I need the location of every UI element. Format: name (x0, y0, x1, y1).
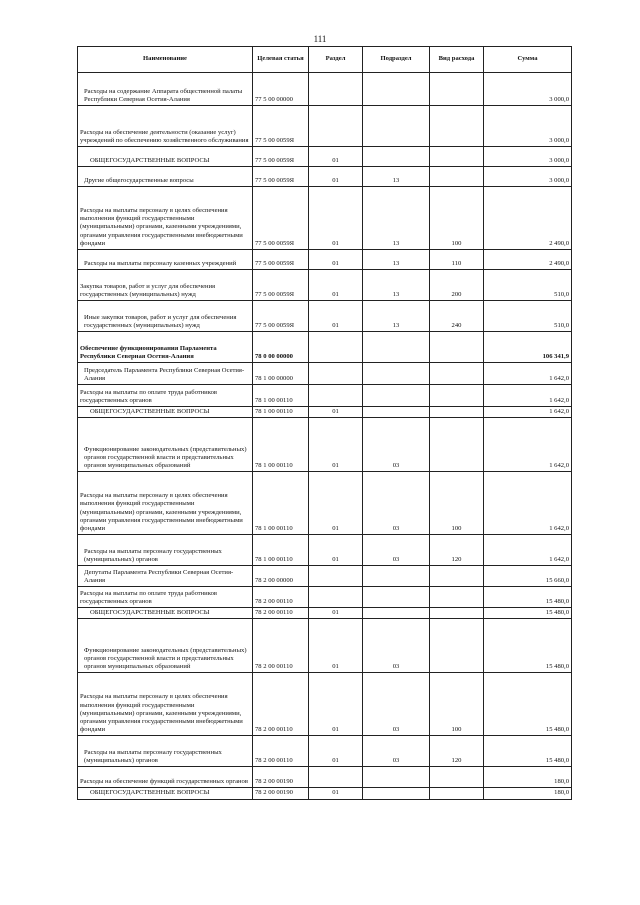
header-section: Раздел (309, 47, 363, 73)
cell-name: ОБЩЕГОСУДАРСТВЕННЫЕ ВОПРОСЫ (78, 788, 253, 799)
cell-name: Функционирование законодательных (представительных) органов государственной власти и представительных органов муниципальных образований (78, 619, 253, 673)
cell-section: 01 (309, 301, 363, 332)
cell-target: 78 1 00 00110 (253, 407, 309, 418)
cell-subsection: 03 (363, 736, 430, 767)
cell-sum: 510,0 (484, 270, 572, 301)
cell-section: 01 (309, 270, 363, 301)
cell-target: 77 5 00 00000 (253, 73, 309, 106)
cell-section: 01 (309, 472, 363, 535)
header-target: Целевая статья (253, 47, 309, 73)
table-body (78, 73, 572, 800)
cell-target: 78 1 00 00110 (253, 418, 309, 472)
table-row (78, 73, 572, 106)
cell-expense-type (430, 167, 484, 187)
cell-subsection (363, 608, 430, 619)
table-header-row (78, 47, 572, 73)
cell-name: Другие общегосударственные вопросы (78, 167, 253, 187)
cell-expense-type: 100 (430, 472, 484, 535)
cell-expense-type (430, 332, 484, 363)
cell-name: Расходы на обеспечение функций государственных органов (78, 767, 253, 788)
cell-subsection: 13 (363, 167, 430, 187)
cell-sum: 2 490,0 (484, 187, 572, 250)
cell-subsection: 13 (363, 250, 430, 270)
cell-expense-type (430, 363, 484, 385)
table-row (78, 167, 572, 187)
cell-target: 77 5 00 0059Я (253, 187, 309, 250)
cell-name: Расходы на обеспечение деятельности (оказание услуг) учреждений по обеспечению хозяйственного обслуживания (78, 106, 253, 147)
cell-name: Обеспечение функционирования Парламента Республики Северная Осетия-Алания (78, 332, 253, 363)
cell-expense-type (430, 608, 484, 619)
table-row (78, 418, 572, 472)
cell-expense-type: 100 (430, 673, 484, 736)
cell-target: 78 2 00 00110 (253, 673, 309, 736)
table-row (78, 566, 572, 587)
cell-sum: 3 000,0 (484, 73, 572, 106)
cell-section: 01 (309, 147, 363, 167)
cell-target: 78 1 00 00110 (253, 472, 309, 535)
cell-target: 78 2 00 00110 (253, 587, 309, 608)
cell-subsection: 13 (363, 187, 430, 250)
cell-subsection: 13 (363, 270, 430, 301)
cell-sum: 2 490,0 (484, 250, 572, 270)
cell-expense-type (430, 619, 484, 673)
cell-subsection (363, 332, 430, 363)
cell-sum: 15 660,0 (484, 566, 572, 587)
cell-sum: 15 480,0 (484, 673, 572, 736)
table-row (78, 250, 572, 270)
cell-section: 01 (309, 187, 363, 250)
table-row (78, 673, 572, 736)
cell-sum: 1 642,0 (484, 363, 572, 385)
cell-target: 77 5 00 0059Я (253, 270, 309, 301)
cell-section (309, 363, 363, 385)
cell-subsection (363, 385, 430, 407)
cell-expense-type (430, 385, 484, 407)
cell-sum: 1 642,0 (484, 418, 572, 472)
table-row (78, 535, 572, 566)
cell-section (309, 332, 363, 363)
cell-name: Расходы на выплаты персоналу в целях обеспечения выполнения функций государственными (муниципальными) органами, казенными учреждениями, органами управления государственными внебюджетными фондами (78, 187, 253, 250)
cell-sum: 3 000,0 (484, 147, 572, 167)
cell-target: 77 5 00 0059Я (253, 147, 309, 167)
cell-section (309, 106, 363, 147)
cell-target: 78 2 00 00190 (253, 788, 309, 799)
cell-subsection (363, 566, 430, 587)
cell-subsection: 13 (363, 301, 430, 332)
cell-subsection: 03 (363, 619, 430, 673)
cell-subsection (363, 147, 430, 167)
header-name: Наименование (78, 47, 253, 73)
cell-sum: 180,0 (484, 788, 572, 799)
cell-name: Депутаты Парламента Республики Северная Осетия-Алания (78, 566, 253, 587)
cell-sum: 510,0 (484, 301, 572, 332)
cell-expense-type: 110 (430, 250, 484, 270)
header-expense-type: Вид расхода (430, 47, 484, 73)
cell-section: 01 (309, 736, 363, 767)
cell-sum: 15 480,0 (484, 736, 572, 767)
cell-subsection (363, 106, 430, 147)
cell-expense-type (430, 418, 484, 472)
cell-sum: 15 480,0 (484, 619, 572, 673)
cell-name: Расходы на выплаты по оплате труда работников государственных органов (78, 385, 253, 407)
cell-section (309, 73, 363, 106)
table-row (78, 608, 572, 619)
cell-sum: 15 480,0 (484, 587, 572, 608)
cell-name: Функционирование законодательных (представительных) органов государственной власти и представительных органов муниципальных образований (78, 418, 253, 472)
cell-subsection (363, 767, 430, 788)
cell-subsection: 03 (363, 418, 430, 472)
cell-expense-type (430, 407, 484, 418)
header-subsection: Подраздел (363, 47, 430, 73)
cell-expense-type (430, 587, 484, 608)
table-row (78, 385, 572, 407)
cell-name: Расходы на содержание Аппарата общественной палаты Республики Северная Осетия-Алания (78, 73, 253, 106)
cell-section (309, 385, 363, 407)
table-row (78, 332, 572, 363)
cell-name: Расходы на выплаты персоналу государственных (муниципальных) органов (78, 736, 253, 767)
cell-target: 78 2 00 00110 (253, 619, 309, 673)
cell-name: ОБЩЕГОСУДАРСТВЕННЫЕ ВОПРОСЫ (78, 608, 253, 619)
table-row (78, 270, 572, 301)
cell-section: 01 (309, 418, 363, 472)
cell-expense-type: 120 (430, 535, 484, 566)
cell-subsection: 03 (363, 673, 430, 736)
cell-subsection (363, 788, 430, 799)
cell-name: Расходы на выплаты персоналу в целях обеспечения выполнения функций государственными (муниципальными) органами, казенными учреждениями, органами управления государственными внебюджетными фондами (78, 472, 253, 535)
cell-expense-type (430, 73, 484, 106)
cell-sum: 1 642,0 (484, 407, 572, 418)
cell-section: 01 (309, 250, 363, 270)
cell-expense-type: 200 (430, 270, 484, 301)
cell-name: Расходы на выплаты персоналу государственных (муниципальных) органов (78, 535, 253, 566)
cell-expense-type (430, 147, 484, 167)
cell-section (309, 566, 363, 587)
cell-sum: 15 480,0 (484, 608, 572, 619)
cell-name: Иные закупки товаров, работ и услуг для обеспечения государственных (муниципальных) нужд (78, 301, 253, 332)
cell-subsection (363, 363, 430, 385)
cell-section: 01 (309, 167, 363, 187)
cell-section: 01 (309, 788, 363, 799)
header-sum: Сумма (484, 47, 572, 73)
cell-subsection (363, 73, 430, 106)
cell-name: Расходы на выплаты по оплате труда работников государственных органов (78, 587, 253, 608)
cell-sum: 1 642,0 (484, 385, 572, 407)
cell-expense-type (430, 788, 484, 799)
cell-section: 01 (309, 673, 363, 736)
cell-target: 77 5 00 0059Я (253, 301, 309, 332)
table-row (78, 619, 572, 673)
cell-target: 78 2 00 00110 (253, 736, 309, 767)
cell-name: Расходы на выплаты персоналу казенных учреждений (78, 250, 253, 270)
cell-section: 01 (309, 407, 363, 418)
cell-name: ОБЩЕГОСУДАРСТВЕННЫЕ ВОПРОСЫ (78, 407, 253, 418)
table-row (78, 736, 572, 767)
cell-sum: 180,0 (484, 767, 572, 788)
cell-subsection: 03 (363, 472, 430, 535)
cell-target: 77 5 00 0059Я (253, 167, 309, 187)
cell-expense-type (430, 106, 484, 147)
cell-section (309, 767, 363, 788)
cell-expense-type: 120 (430, 736, 484, 767)
cell-target: 78 2 00 00190 (253, 767, 309, 788)
budget-table (77, 46, 572, 800)
cell-sum: 1 642,0 (484, 472, 572, 535)
cell-section (309, 587, 363, 608)
table-row (78, 301, 572, 332)
table-row (78, 187, 572, 250)
cell-name: Расходы на выплаты персоналу в целях обеспечения выполнения функций государственными (муниципальными) органами, казенными учреждениями, органами управления государственными внебюджетными фондами (78, 673, 253, 736)
cell-target: 78 1 00 00110 (253, 535, 309, 566)
cell-name: Закупка товаров, работ и услуг для обеспечения государственных (муниципальных) нужд (78, 270, 253, 301)
cell-expense-type (430, 566, 484, 587)
cell-target: 78 2 00 00110 (253, 608, 309, 619)
table-row (78, 767, 572, 788)
cell-sum: 1 642,0 (484, 535, 572, 566)
cell-expense-type (430, 767, 484, 788)
table-row (78, 407, 572, 418)
cell-sum: 106 341,9 (484, 332, 572, 363)
cell-subsection: 03 (363, 535, 430, 566)
cell-subsection (363, 407, 430, 418)
cell-target: 78 2 00 00000 (253, 566, 309, 587)
cell-section: 01 (309, 608, 363, 619)
cell-target: 77 5 00 0059Я (253, 250, 309, 270)
cell-name: ОБЩЕГОСУДАРСТВЕННЫЕ ВОПРОСЫ (78, 147, 253, 167)
cell-subsection (363, 587, 430, 608)
page-number: 111 (313, 34, 327, 44)
cell-target: 78 1 00 00110 (253, 385, 309, 407)
table-row (78, 472, 572, 535)
cell-name: Председатель Парламента Республики Северная Осетия-Алания (78, 363, 253, 385)
table-row (78, 788, 572, 799)
table-row (78, 587, 572, 608)
cell-section: 01 (309, 619, 363, 673)
cell-target: 78 1 00 00000 (253, 363, 309, 385)
cell-target: 78 0 00 00000 (253, 332, 309, 363)
cell-sum: 3 000,0 (484, 167, 572, 187)
cell-sum: 3 000,0 (484, 106, 572, 147)
cell-expense-type: 240 (430, 301, 484, 332)
cell-expense-type: 100 (430, 187, 484, 250)
cell-section: 01 (309, 535, 363, 566)
cell-target: 77 5 00 0059Я (253, 106, 309, 147)
table-row (78, 106, 572, 147)
table-row (78, 363, 572, 385)
table-row (78, 147, 572, 167)
